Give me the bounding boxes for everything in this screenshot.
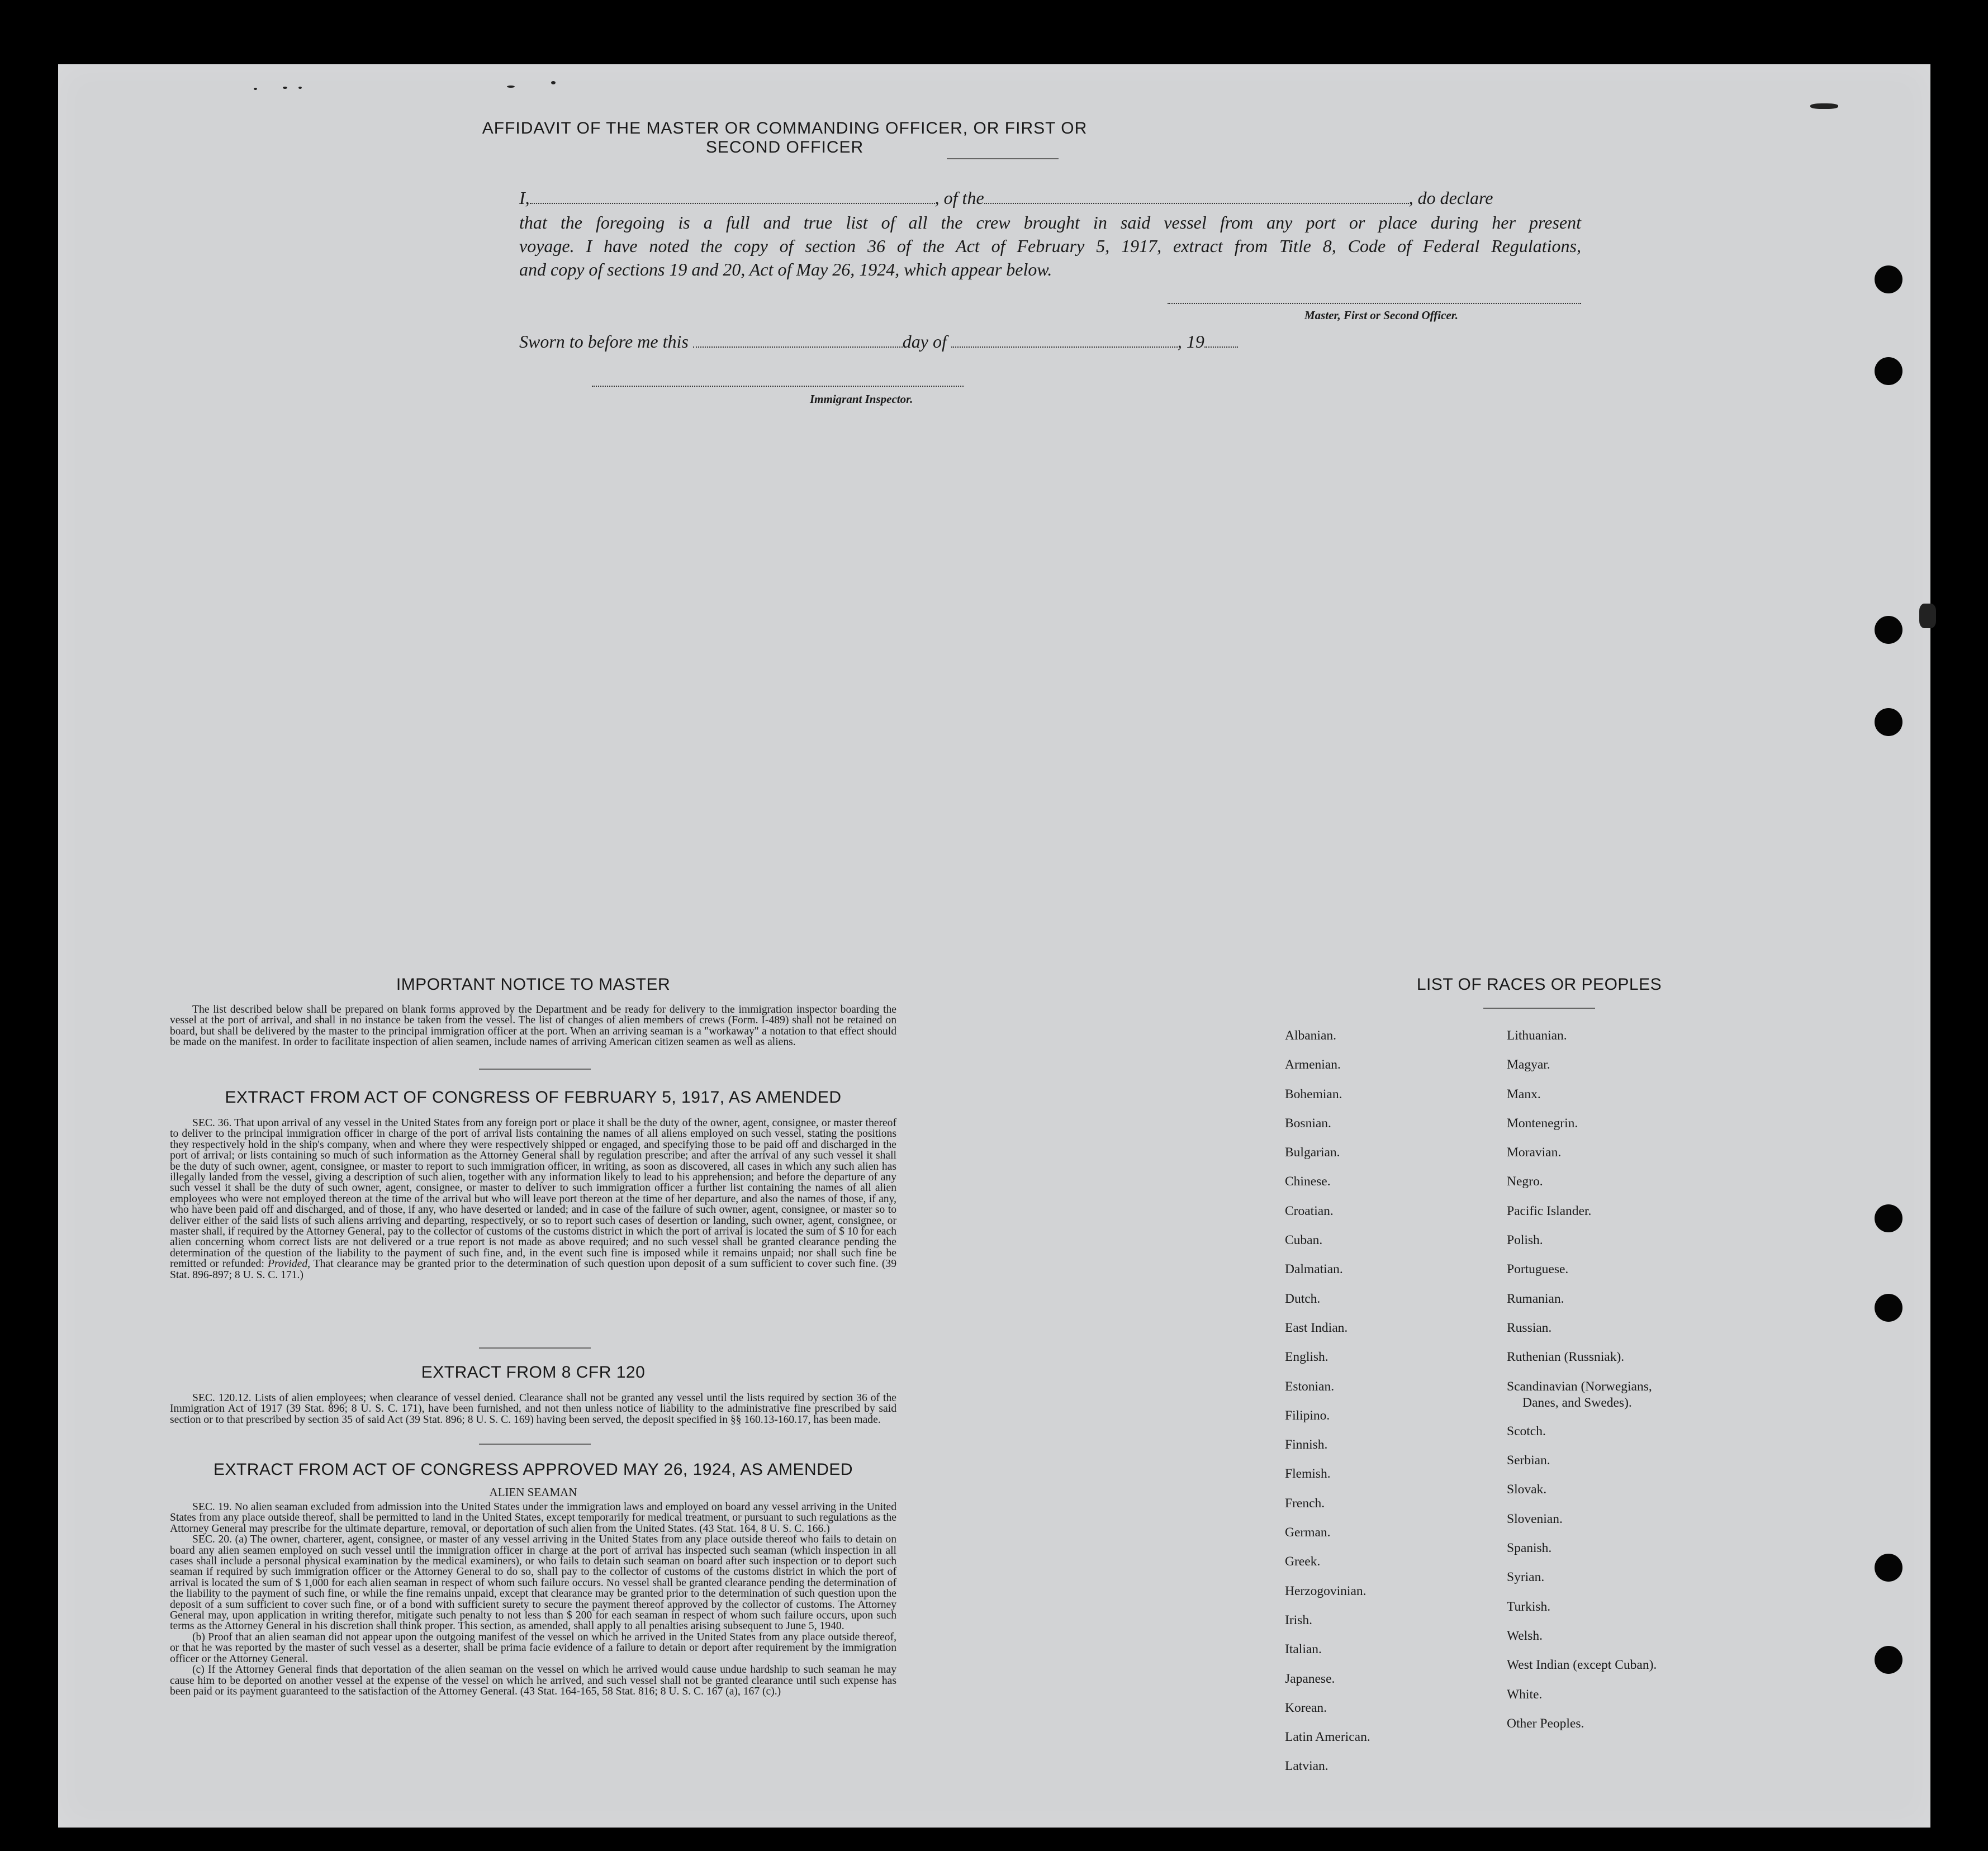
punch-hole bbox=[1875, 265, 1902, 293]
race-item: Portuguese. bbox=[1507, 1262, 1569, 1277]
section-divider bbox=[479, 1444, 591, 1445]
sec36-provided: Provided, bbox=[268, 1258, 311, 1270]
race-item: Flemish. bbox=[1285, 1466, 1331, 1482]
race-item: Slovak. bbox=[1507, 1482, 1547, 1497]
races-divider bbox=[1483, 1008, 1595, 1009]
title-divider bbox=[947, 158, 1059, 159]
extract-1917-title: EXTRACT FROM ACT OF CONGRESS OF FEBRUARY 5, 1917, AS AMENDED bbox=[225, 1088, 842, 1107]
race-item-continuation: Danes, and Swedes). bbox=[1522, 1395, 1632, 1410]
race-item: Scotch. bbox=[1507, 1423, 1546, 1439]
declaration-of-label: , of the bbox=[934, 188, 984, 208]
section-divider bbox=[479, 1069, 591, 1070]
race-item: Serbian. bbox=[1507, 1453, 1550, 1468]
race-item: Croatian. bbox=[1285, 1203, 1334, 1218]
race-item: Cuban. bbox=[1285, 1233, 1323, 1248]
race-item: Japanese. bbox=[1285, 1671, 1335, 1686]
race-item: Latin American. bbox=[1285, 1730, 1370, 1745]
race-item: Dalmatian. bbox=[1285, 1262, 1343, 1277]
scan-speck bbox=[1810, 103, 1838, 109]
sec20c-paragraph: (c) If the Attorney General finds that deportation of the alien seaman on the vessel on which he arrived would cause undue hardship to such seaman he may cause him to be deported on another vessel at the expense of the vessel on which he arrived, and such vessel shall not be granted clearance until such expense has been paid or its payment guaranteed to the satisfaction of the Attorney General. (43 Stat. 164-165, 58 Stat. 816; 8 U. S. C. 167 (a), 167 (c).) bbox=[170, 1664, 896, 1697]
race-item: Estonian. bbox=[1285, 1379, 1335, 1394]
race-item: German. bbox=[1285, 1525, 1331, 1540]
declaration-i-label: I, bbox=[519, 188, 530, 208]
races-column-2 bbox=[1507, 1021, 1657, 1738]
race-item: Bosnian. bbox=[1285, 1116, 1331, 1131]
race-item: Russian. bbox=[1507, 1320, 1552, 1335]
scan-speck bbox=[1919, 604, 1936, 628]
punch-hole bbox=[1875, 1204, 1902, 1232]
notice-title: IMPORTANT NOTICE TO MASTER bbox=[396, 975, 671, 994]
scan-speck bbox=[254, 88, 257, 90]
sworn-year-blank[interactable] bbox=[1204, 332, 1238, 348]
race-item: East Indian. bbox=[1285, 1320, 1348, 1335]
sworn-day-blank[interactable] bbox=[693, 332, 903, 348]
race-item: Scandinavian (Norwegians, bbox=[1507, 1379, 1652, 1394]
sec20b-paragraph: (b) Proof that an alien seaman did not appear upon the outgoing manifest of the vessel on which he arrived in the United States from any place outside thereof, or that he was reported by the master of such vessel as a deserter, shall be prima facie evidence of a failure to detain or deport after requirement by the immigration officer or the Attorney General. bbox=[170, 1631, 896, 1665]
race-item: Bohemian. bbox=[1285, 1086, 1342, 1102]
sworn-dayof-label: day of bbox=[902, 331, 947, 352]
extract-1924-subtitle: ALIEN SEAMAN bbox=[489, 1485, 577, 1499]
race-item: Irish. bbox=[1285, 1612, 1312, 1627]
race-item: Slovenian. bbox=[1507, 1511, 1563, 1526]
declaration-line-2: that the foregoing is a full and true list of all the crew brought in said vessel from any port or place during her present bbox=[519, 212, 1581, 232]
name-blank[interactable] bbox=[530, 188, 935, 204]
form-page bbox=[58, 64, 1930, 1828]
sworn-line bbox=[519, 329, 1581, 354]
notice-text bbox=[170, 1004, 896, 1048]
punch-hole bbox=[1875, 616, 1902, 644]
sec36-text-end: That clearance may be granted prior to the determination of such question upon deposit of a sum sufficient to cover such fine. (39 Stat. 896-897; 8 U. S. C. 171.) bbox=[170, 1258, 896, 1281]
race-item: Other Peoples. bbox=[1507, 1716, 1584, 1731]
scan-speck bbox=[507, 86, 515, 88]
punch-hole bbox=[1875, 1646, 1902, 1674]
inspector-signature-caption: Immigrant Inspector. bbox=[810, 392, 913, 406]
race-item: Pacific Islander. bbox=[1507, 1203, 1592, 1218]
race-item: Herzogovinian. bbox=[1285, 1583, 1367, 1598]
race-item: Armenian. bbox=[1285, 1057, 1341, 1072]
master-signature-caption: Master, First or Second Officer. bbox=[1304, 308, 1458, 322]
race-item: Rumanian. bbox=[1507, 1291, 1564, 1306]
race-item: Negro. bbox=[1507, 1174, 1543, 1189]
scan-speck bbox=[298, 87, 302, 89]
extract-cfr-title: EXTRACT FROM 8 CFR 120 bbox=[421, 1363, 646, 1382]
race-item: Korean. bbox=[1285, 1700, 1327, 1715]
punch-hole bbox=[1875, 708, 1902, 736]
notice-paragraph: The list described below shall be prepared on blank forms approved by the Department and be ready for delivery to the immigration inspector boarding the vessel at the port of arrival, and shall in no instance be taken from the vessel. The list of changes of alien members of crews (Form. I-489) shall not be retained on board, but shall be delivered by the master to the principal immigration officer at the port. When an arriving seaman is a "workaway" a notation to that effect should be made on the manifest. In order to facilitate inspection of alien seamen, include names of arriving American citizen seamen as well as aliens. bbox=[170, 1004, 896, 1048]
sworn-year-label: , 19 bbox=[1177, 331, 1204, 352]
sec36-paragraph bbox=[170, 1118, 896, 1280]
vessel-blank[interactable] bbox=[984, 188, 1409, 204]
race-item: Bulgarian. bbox=[1285, 1145, 1340, 1160]
race-item: Greek. bbox=[1285, 1554, 1321, 1569]
affidavit-title: AFFIDAVIT OF THE MASTER OR COMMANDING OFFICER, OR FIRST OR SECOND OFFICER bbox=[482, 119, 1088, 156]
race-item: Lithuanian. bbox=[1507, 1028, 1567, 1043]
race-item: White. bbox=[1507, 1687, 1543, 1702]
sec19-paragraph: SEC. 19. No alien seaman excluded from admission into the United States under the immigration laws and employed on board any vessel arriving in the United States from any place outside thereof, shall be permitted to land in the United States, except temporarily for medical treatment, or pursuant to such regulations as the Attorney General may prescribe for the ultimate departure, removal, or deportation of such alien from the United States. (43 Stat. 164, 8 U. S. C. 166.) bbox=[170, 1501, 896, 1535]
race-item: Syrian. bbox=[1507, 1570, 1545, 1585]
sec36-text: SEC. 36. That upon arrival of any vessel in the United States from any foreign port or place it shall be the duty of the owner, agent, consignee, or master thereof to deliver to the principal immigration officer in charge of the port of arrival lists containing the names of all aliens employed on such vessel, stating the positions they respectively hold in the ship's company, when and where they were respectively shipped or engaged, and specifying those to be paid off and discharged in the port of arrival; or lists containing so much of such information as the Attorney General shall by regulation prescribe; and after the arrival of any such vessel it shall be the duty of such owner, agent, consignee, or master to report to such immigration officer, in writing, as soon as discovered, all cases in which any such alien has illegally landed from the vessel, giving a description of such alien, together with any information likely to lead to his apprehension; and before the departure of any such vessel it shall be the duty of such owner, agent, consignee, or master to deliver to such immigration officer a further list containing the names of all alien employees who were not employed thereon at the time of the arrival but who will leave port thereon at the time of her departure, and also the names of those, if any, who have been paid off and discharged, and of those, if any, who have deserted or landed; and in case of the failure of such owner, agent, consignee, or master so to deliver either of the said lists of such aliens arriving and departing, respectively, or so to report such cases of desertion or landing, such owner, agent, consignee, or master shall, if required by the Attorney General, pay to the collector of customs of the customs district in which the port of arrival is located the sum of $ 10 for each alien concerning whom correct lists are not delivered or a true report is not made as above required; and no such vessel shall be granted clearance pending the determination of the question of the liability to the payment of such fine, and, in the event such fine is imposed while it remains unpaid; nor shall such fine be remitted or refunded: bbox=[170, 1117, 896, 1270]
declaration-line-1 bbox=[519, 186, 1581, 210]
declaration-declare-label: , do declare bbox=[1408, 188, 1493, 208]
race-item: Dutch. bbox=[1285, 1291, 1321, 1306]
race-item: Latvian. bbox=[1285, 1759, 1329, 1774]
race-item: Finnish. bbox=[1285, 1437, 1328, 1453]
inspector-signature-line[interactable] bbox=[592, 386, 964, 387]
race-item: Chinese. bbox=[1285, 1174, 1331, 1189]
race-item: Magyar. bbox=[1507, 1057, 1550, 1072]
race-item: Montenegrin. bbox=[1507, 1116, 1578, 1131]
race-item: Moravian. bbox=[1507, 1145, 1562, 1160]
scan-speck bbox=[551, 81, 556, 84]
races-title: LIST OF RACES OR PEOPLES bbox=[1416, 975, 1662, 994]
race-item: French. bbox=[1285, 1496, 1325, 1511]
sec20a-paragraph: SEC. 20. (a) The owner, charterer, agent, consignee, or master of any vessel arriving in the United States from any place outside thereof who fails to detain on board any alien seamen employed on such vessel until the immigration officer in charge at the port of arrival has inspected such seaman (which inspection in all cases shall include a personal physical examination by the medical examiners), or who fails to detain such seaman on board after such inspection or to deport such seaman if required by such immigration officer or the Attorney General to do so, shall pay to the collector of customs of the customs district in which the port of arrival is located the sum of $ 1,000 for each alien seaman in respect of whom such failure occurs. No vessel shall be granted clearance pending the determination of the liability to the payment of such fine, or while the fine remains unpaid, except that clearance may be granted prior to the determination of such question upon the deposit of a sum sufficient to cover such fine, or of a bond with sufficient surety to secure the payment thereof approved by the collector of customs. The Attorney General may, upon application in writing therefor, mitigate such penalty to not less than $ 200 for each seaman in respect of whom such failure occurs, upon such terms as the Attorney General in his discretion shall think proper. This section, as amended, shall apply to all penalties arising subsequent to June 5, 1940. bbox=[170, 1534, 896, 1632]
punch-hole bbox=[1875, 357, 1902, 385]
scan-speck bbox=[283, 87, 287, 89]
race-item: Albanian. bbox=[1285, 1028, 1337, 1043]
punch-hole bbox=[1875, 1294, 1902, 1322]
race-item: Manx. bbox=[1507, 1086, 1541, 1102]
master-signature-line[interactable] bbox=[1168, 303, 1581, 304]
declaration-line-4: and copy of sections 19 and 20, Act of May 26, 1924, which appear below. bbox=[519, 259, 1052, 279]
races-column-1 bbox=[1285, 1021, 1370, 1781]
extract-cfr-text bbox=[170, 1393, 896, 1425]
section-divider bbox=[479, 1347, 591, 1349]
race-item: West Indian (except Cuban). bbox=[1507, 1658, 1657, 1673]
extract-1924-text bbox=[170, 1502, 896, 1697]
race-item: Polish. bbox=[1507, 1233, 1543, 1248]
race-item: Spanish. bbox=[1507, 1541, 1552, 1556]
extract-1917-text bbox=[170, 1118, 896, 1280]
race-item: Ruthenian (Russniak). bbox=[1507, 1350, 1625, 1365]
extract-1924-title: EXTRACT FROM ACT OF CONGRESS APPROVED MAY 26, 1924, AS AMENDED bbox=[213, 1460, 853, 1479]
race-item: Turkish. bbox=[1507, 1599, 1551, 1614]
sec120-paragraph: SEC. 120.12. Lists of alien employees; when clearance of vessel denied. Clearance shall not be granted any vessel until the lists required by section 36 of the Immigration Act of 1917 (39 Stat. 896; 8 U. S. C. 171), have been furnished, and not then unless notice of liability to the administrative fine prescribed by said section or to that prescribed by section 35 of said Act (39 Stat. 896; 8 U. S. C. 169) having been served, the deposit specified in §§ 160.13-160.17, has been made. bbox=[170, 1392, 896, 1426]
race-item: Welsh. bbox=[1507, 1628, 1543, 1643]
sworn-month-blank[interactable] bbox=[951, 332, 1178, 348]
race-item: English. bbox=[1285, 1350, 1329, 1365]
declaration-line-3: voyage. I have noted the copy of section 36 of the Act of February 5, 1917, extract from Title 8, Code of Federal Regulations, bbox=[519, 236, 1581, 256]
punch-hole bbox=[1875, 1554, 1902, 1582]
race-item: Italian. bbox=[1285, 1642, 1322, 1657]
race-item: Filipino. bbox=[1285, 1408, 1330, 1423]
sworn-label: Sworn to before me this bbox=[519, 331, 689, 352]
